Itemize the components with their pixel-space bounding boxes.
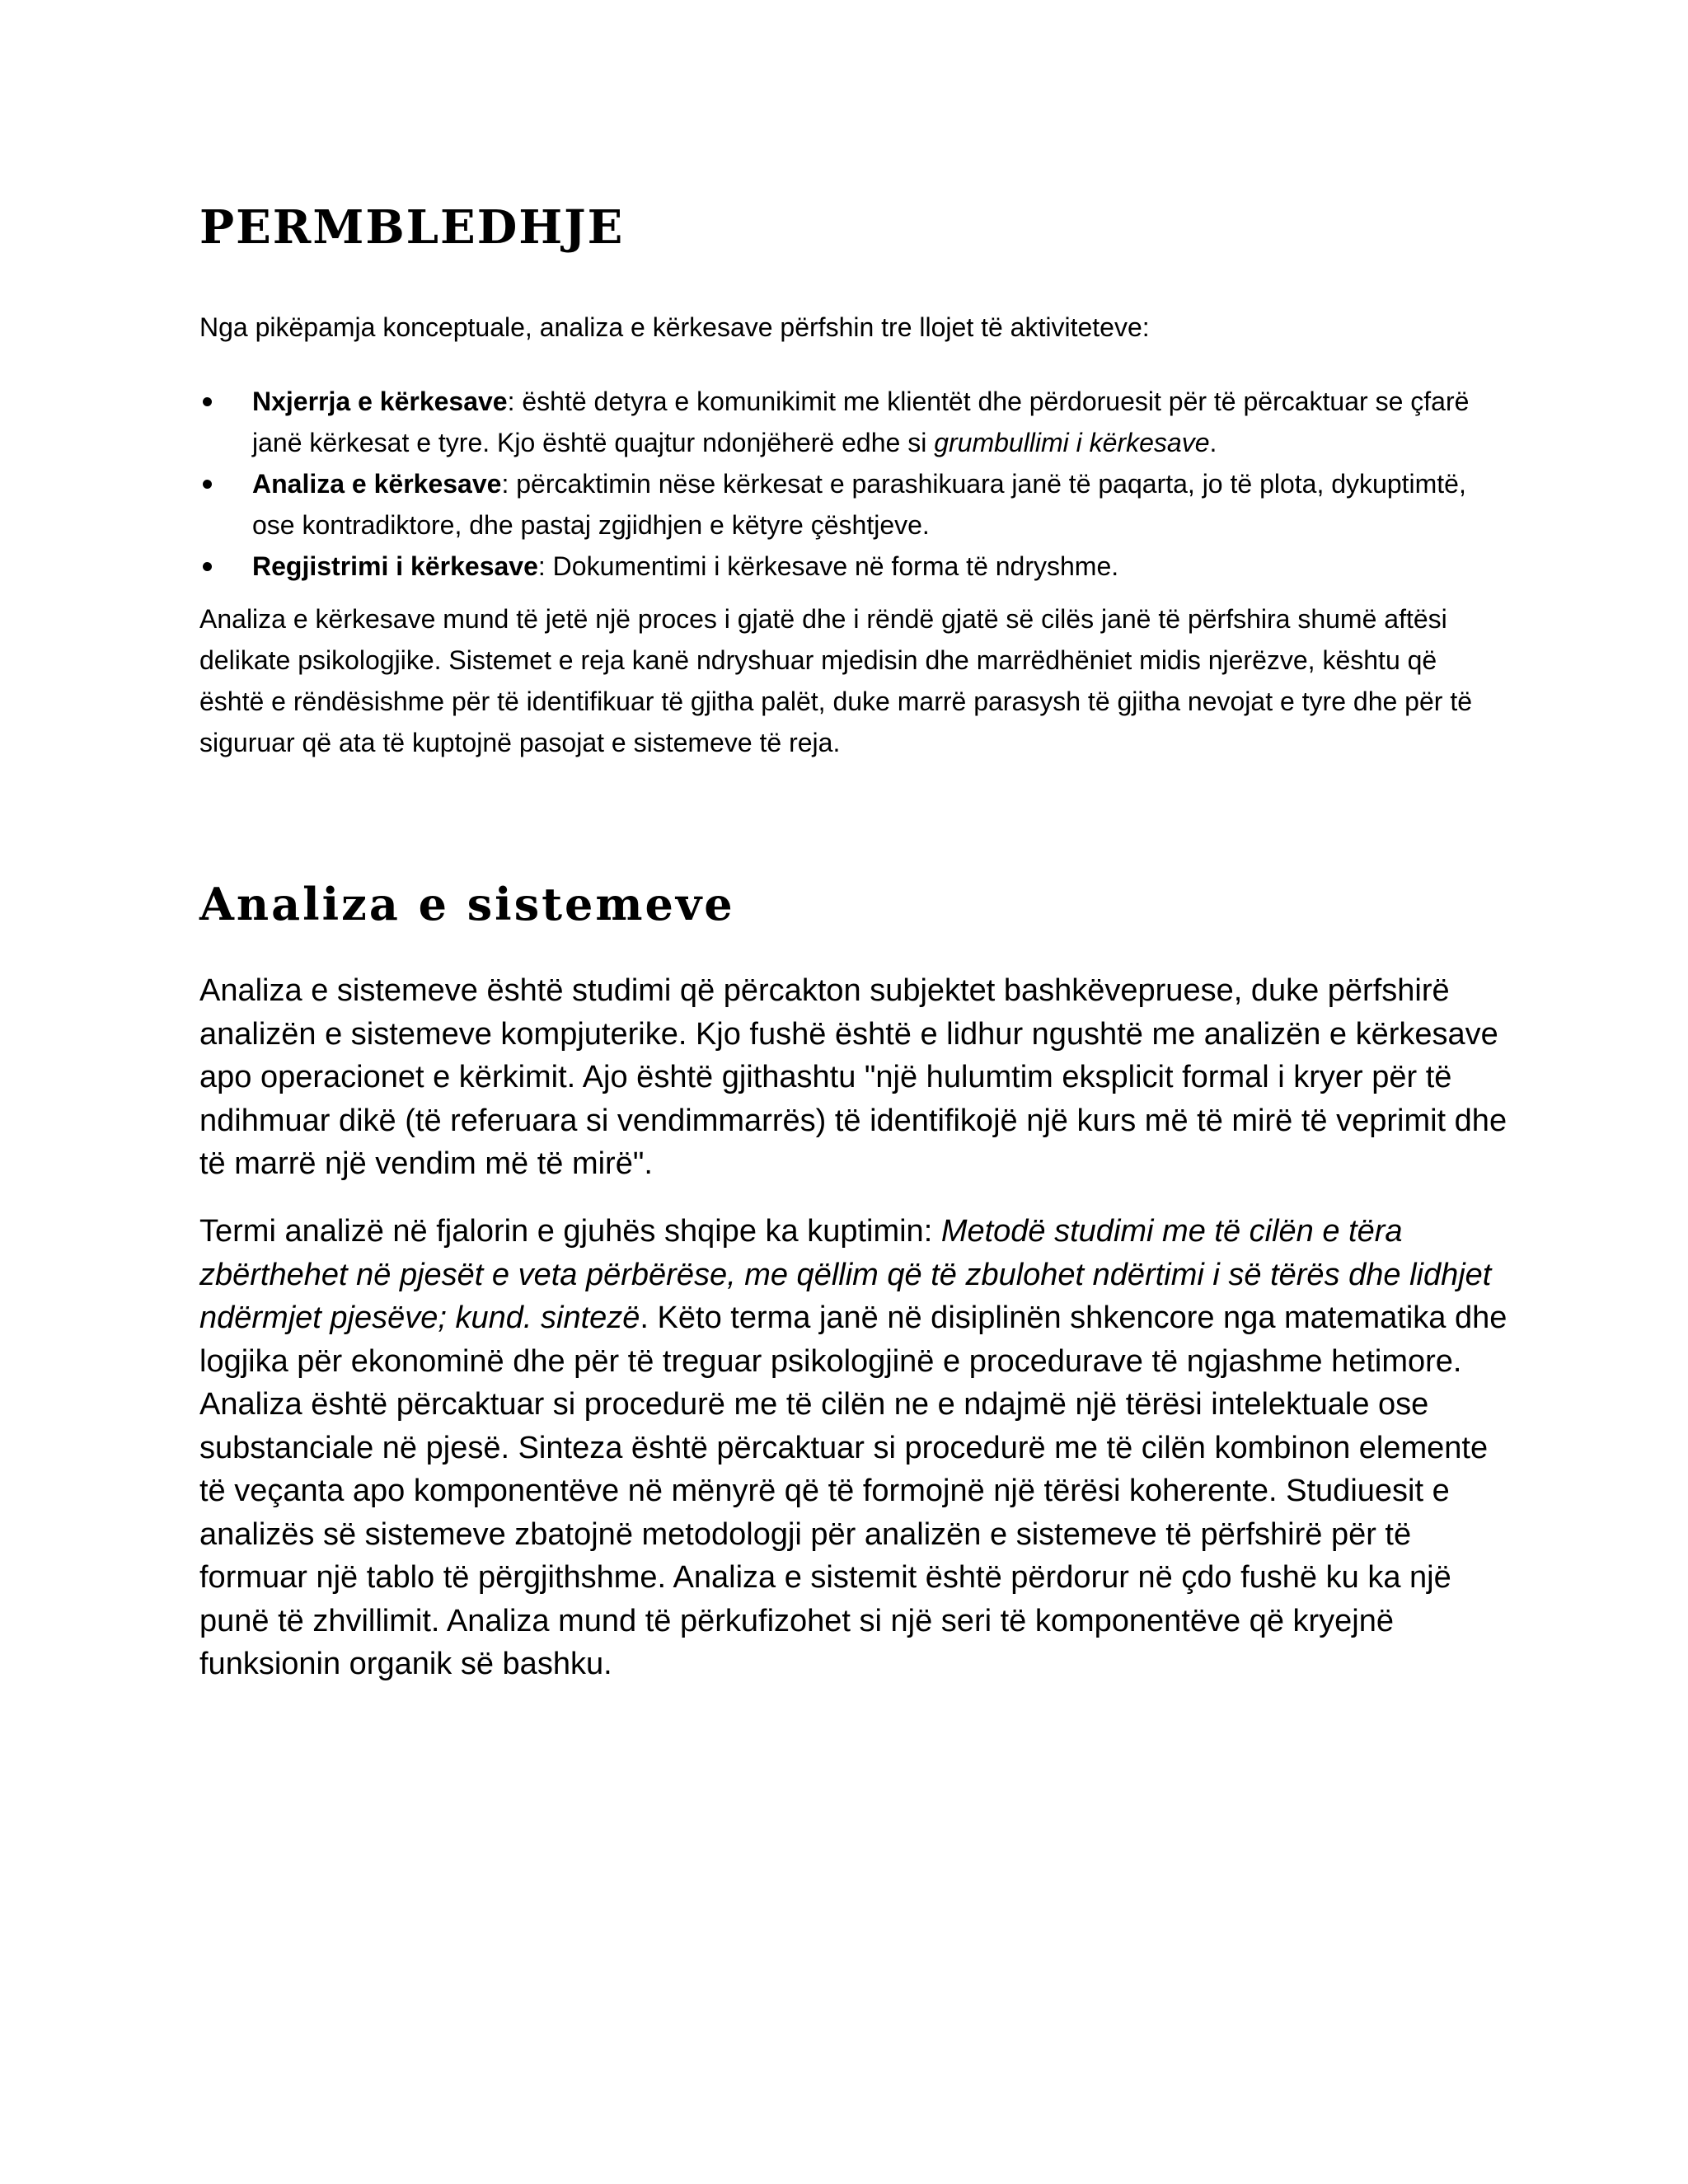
paragraph-2-start: Termi analizë në fjalorin e gjuhës shqipe ka kuptimin: [199, 1214, 941, 1249]
list-item [199, 381, 1502, 463]
paragraph-2-end: . Këto terma janë në disiplinën shkencore nga matematika dhe logjika për ekonominë dhe për të treguar psikologjinë e procedurave të ngjashme hetimore. Analiza është përcaktuar si procedurë me të cilën ne e ndajmë një tërësi intelektuale ose substanciale në pjesë. Sinteza është përcaktuar si procedurë me të cilën kombinon elemente të veçanta apo komponentëve në mënyrë që të formojnë një tërësi koherente. Studiuesit e analizës së sistemeve zbatojnë metodologji për analizën e sistemeve të përfshirë për të formuar një tablo të përgjithshme. Analiza e sistemit është përdorur në çdo fushë ku ka një punë të zhvillimit. Analiza mund të përkufizohet si një seri të komponentëve që kryejnë funksionin organik së bashku. [199, 1301, 1507, 1681]
list-item [199, 463, 1502, 546]
systems-paragraph-2 [199, 1210, 1518, 1686]
summary-paragraph: Analiza e kërkesave mund të jetë një proces i gjatë dhe i rëndë gjatë së cilës janë të përfshira shumë aftësi delikate psikologjike. Sistemet e reja kanë ndryshuar mjedisin dhe marrëdhëniet midis njerëzve, kështu që është e rëndësishme për të identifikuar të gjitha palët, duke marrë parasysh të gjitha nevojat e tyre dhe për të siguruar që ata të kuptojnë pasojat e sistemeve të reja. [199, 604, 1472, 757]
list-item-term: Regjistrimi i kërkesave [252, 551, 538, 581]
bullet-icon [203, 562, 212, 571]
section-heading-analiza-e-sistemeve: Analiza e sistemeve [199, 878, 735, 930]
list-item [199, 546, 1502, 587]
list-item-term: Analiza e kërkesave [252, 469, 502, 499]
bullet-icon [203, 397, 212, 406]
list-item-tail: . [1209, 428, 1217, 457]
list-item-text: : përcaktimin nëse kërkesat e parashikuara janë të paqarta, jo të plota, dykuptimtë, ose kontradiktore, dhe pastaj zgjidhjen e këtyre çështjeve. [252, 469, 1466, 540]
systems-paragraph-1: Analiza e sistemeve është studimi që përcakton subjektet bashkëvepruese, duke përfshirë analizën e sistemeve kompjuterike. Kjo fushë është e lidhur ngushtë me analizën e kërkesave apo operacionet e kërkimit. Ajo është gjithashtu "një hulumtim eksplicit formal i kryer për të ndihmuar dikë (të referuara si vendimmarrës) të identifikojë një kurs më të mirë të veprimit dhe të marrë një vendim më të mirë". [199, 973, 1507, 1181]
bullet-icon [203, 480, 212, 489]
list-item-text: : është detyra e komunikimit me klientët dhe përdoruesit për të përcaktuar se çfarë janë kërkesat e tyre. Kjo është quajtur ndonjëherë edhe si [252, 387, 1470, 457]
intro-text: Nga pikëpamja konceptuale, analiza e kërkesave përfshin tre llojet të aktiviteteve: [199, 312, 1150, 342]
section-heading-permbledhje: PERMBLEDHJE [199, 200, 625, 255]
list-item-text: : Dokumentimi i kërkesave në forma të ndryshme. [537, 551, 1119, 581]
activities-list [199, 381, 1502, 587]
list-item-term: Nxjerrja e kërkesave [252, 387, 508, 416]
list-item-italic: grumbullimi i kërkesave [934, 428, 1210, 457]
paragraph-2-definition: Metodë studimi me të cilën e tëra zbërthehet në pjesët e veta përbërëse, me qëllim që të zbulohet ndërtimi i së tërës dhe lidhjet ndërmjet pjesëve; kund. sintezë [199, 1214, 1492, 1335]
